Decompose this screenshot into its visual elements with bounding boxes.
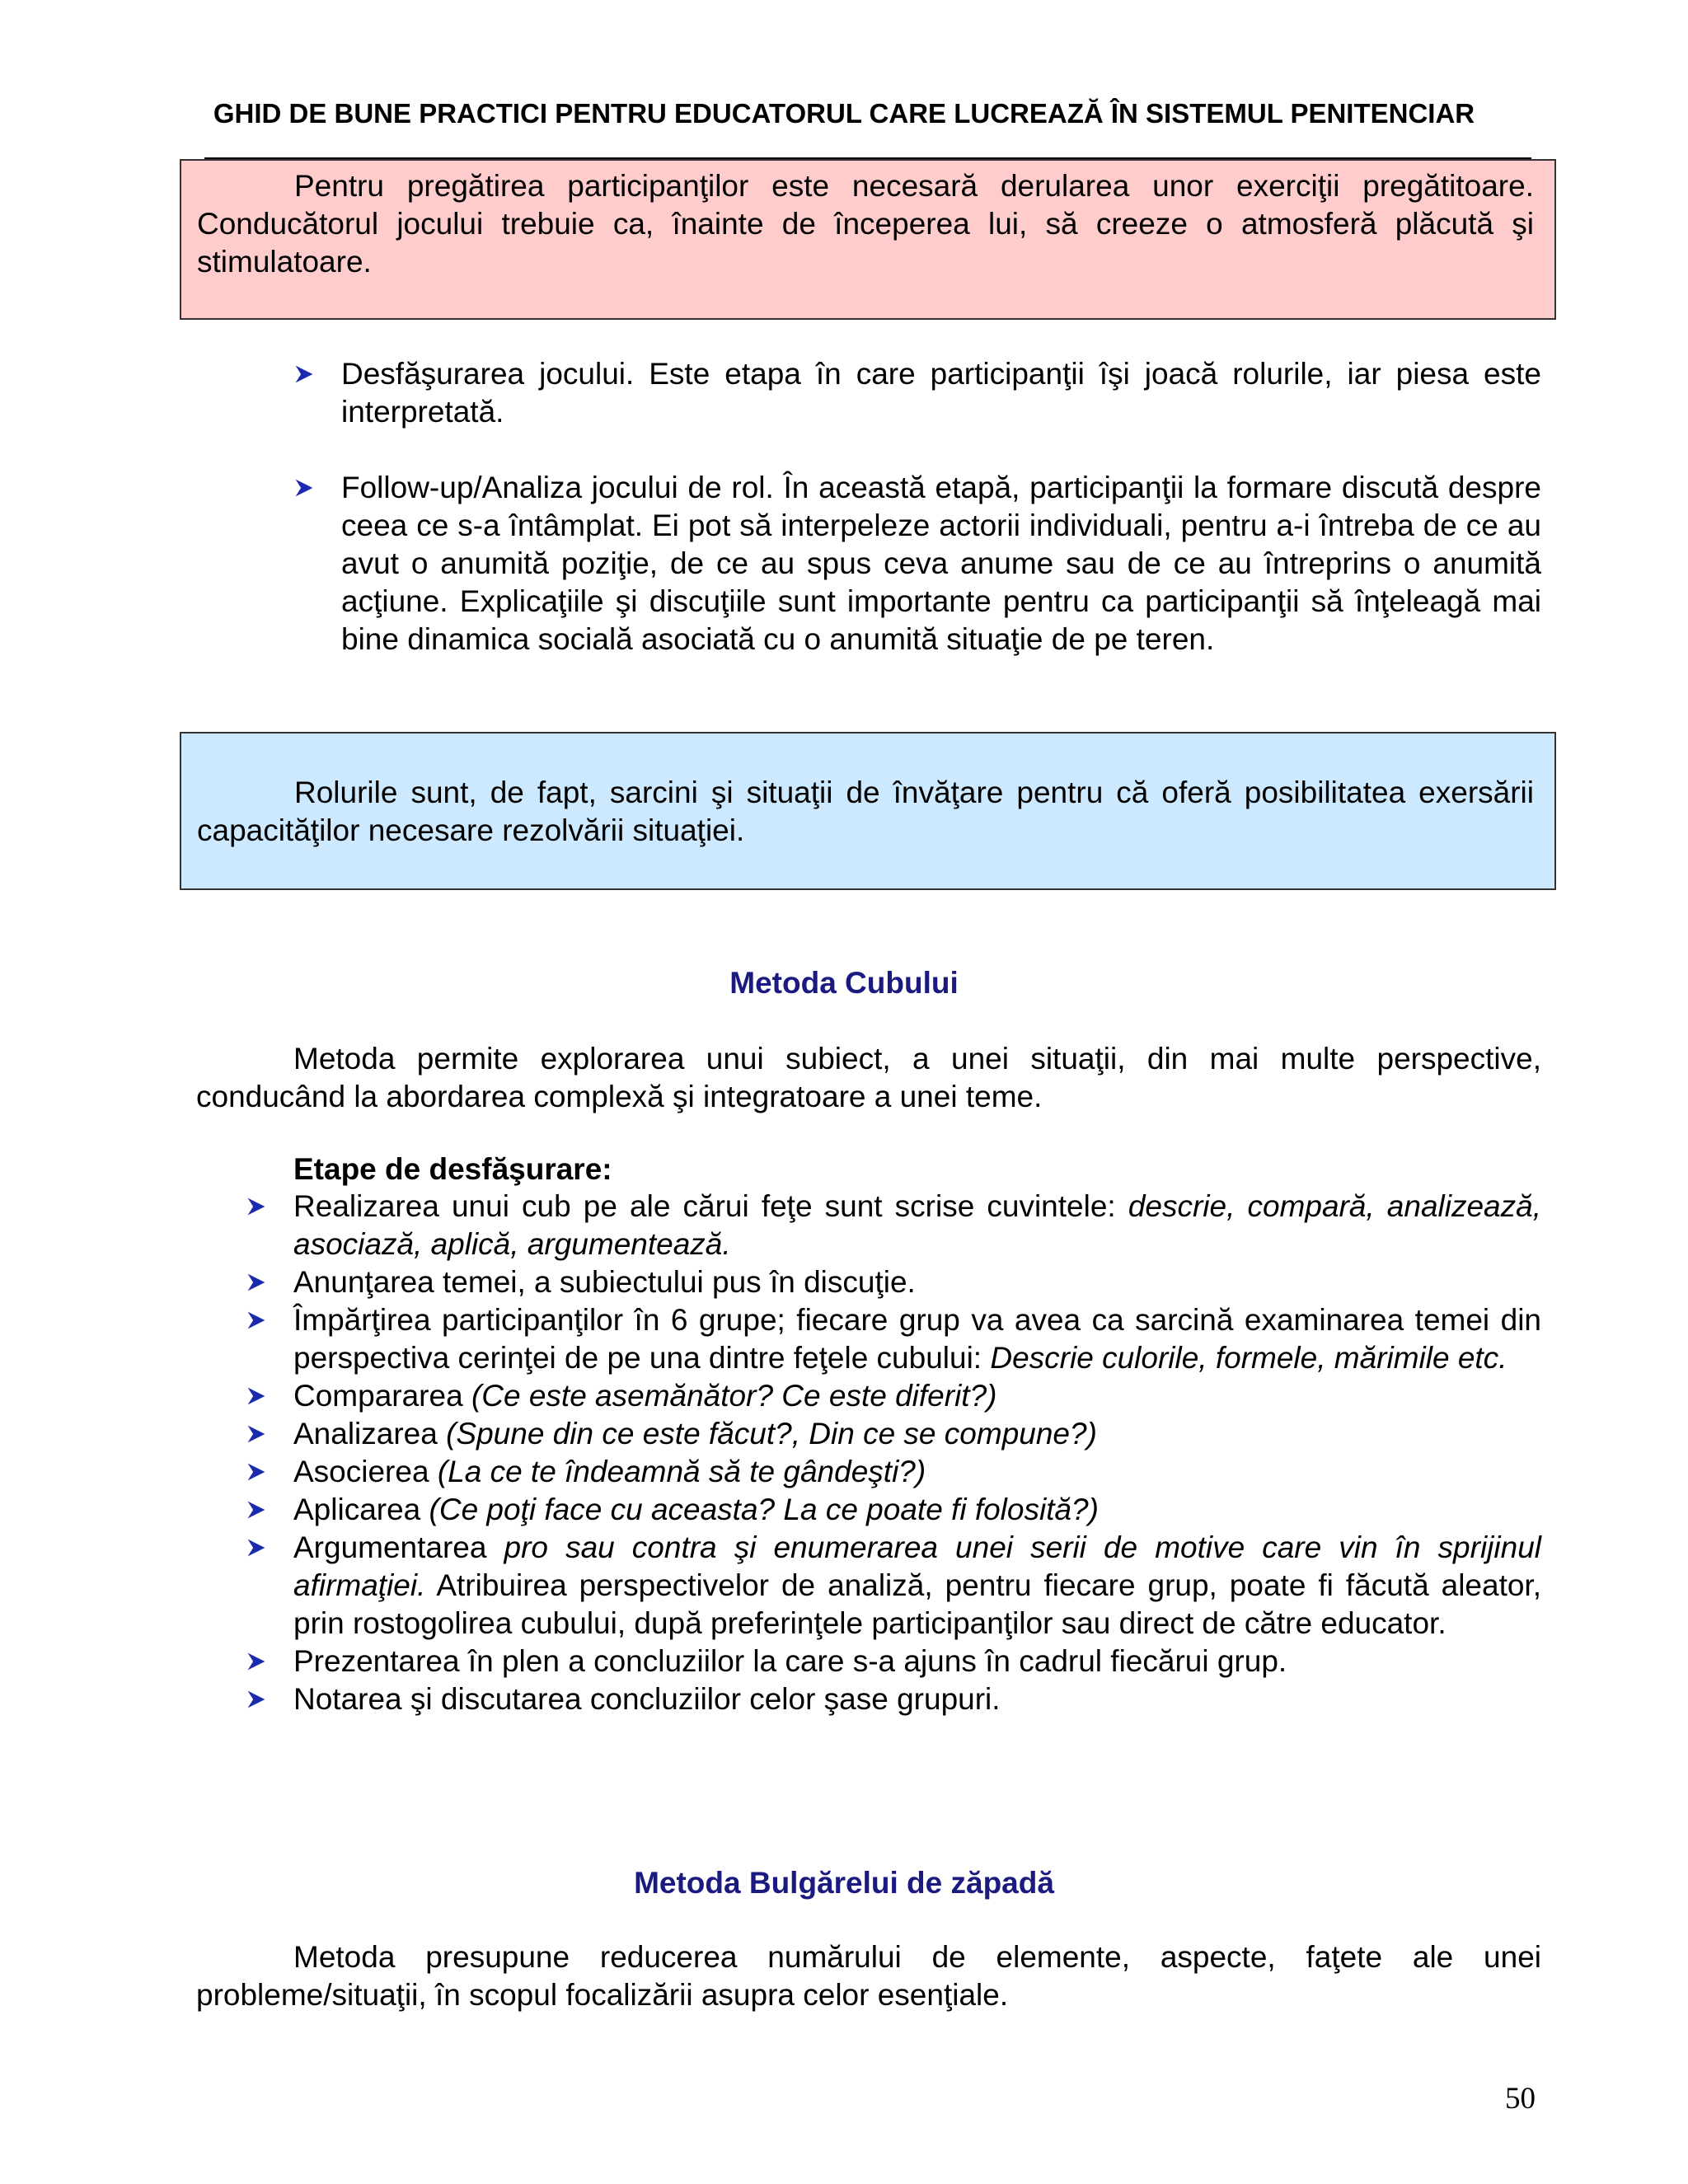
list-item: Compararea (Ce este asemănător? Ce este diferit?)	[293, 1377, 1541, 1415]
page-number: 50	[1505, 2082, 1536, 2116]
arrow-bullet-icon	[246, 1651, 267, 1672]
roleplay-stage-list	[341, 355, 1541, 696]
arrow-bullet-icon	[246, 1423, 267, 1445]
arrow-bullet-icon	[246, 1385, 267, 1407]
section-heading-snowball: Metoda Bulgărelui de zăpadă	[634, 1866, 1054, 1900]
snowball-intro-paragraph: Metoda presupune reducerea numărului de elemente, aspecte, faţete ale unei probleme/situaţii, în scopul focalizării asupra celor esenţiale.	[196, 1940, 1541, 2012]
list-item	[341, 355, 1541, 431]
arrow-bullet-icon	[246, 1196, 267, 1217]
list-item-text: Desfăşurarea jocului. Este etapa în care participanţii îşi joacă rolurile, iar piesa este interpretată.	[341, 357, 1541, 429]
highlight-box-pink	[180, 159, 1556, 320]
arrow-bullet-icon	[246, 1689, 267, 1710]
section-heading-cube: Metoda Cubului	[729, 966, 959, 1000]
list-item: Asocierea (La ce te îndeamnă să te gândeşti?)	[293, 1453, 1541, 1491]
arrow-bullet-icon	[246, 1272, 267, 1293]
list-item: Prezentarea în plen a concluziilor la care s-a ajuns în cadrul fiecărui grup.	[293, 1643, 1541, 1680]
list-item: Argumentarea pro sau contra şi enumerarea unei serii de motive care vin în sprijinul afirmaţiei. Atribuirea perspectivelor de analiză, pentru fiecare grup, poate fi făcută aleator, prin rostogolirea cubului, după preferinţele participanţilor sau direct de către educator.	[293, 1529, 1541, 1643]
arrow-bullet-icon	[246, 1537, 267, 1558]
arrow-bullet-icon	[246, 1499, 267, 1521]
pink-box-text: Pentru pregătirea participanţilor este necesară derularea unor exerciţii pregătitoare. Conducătorul jocului trebuie ca, înainte de începerea lui, să creeze o atmosferă plăcută şi stimulatoare.	[197, 169, 1534, 279]
arrow-bullet-icon	[246, 1461, 267, 1483]
arrow-bullet-icon	[293, 477, 315, 499]
list-item: Aplicarea (Ce poţi face cu aceasta? La ce poate fi folosită?)	[293, 1491, 1541, 1529]
list-item: Notarea şi discutarea concluziilor celor şase grupuri.	[293, 1680, 1541, 1718]
list-item: Împărţirea participanţilor în 6 grupe; fiecare grup va avea ca sarcină examinarea temei din perspectiva cerinţei de pe una dintre feţele cubului: Descrie culorile, formele, mărimile etc.	[293, 1301, 1541, 1377]
steps-title: Etape de desfăşurare:	[293, 1152, 612, 1186]
list-item: Analizarea (Spune din ce este făcut?, Din ce se compune?)	[293, 1415, 1541, 1453]
list-item: Realizarea unui cub pe ale cărui feţe sunt scrise cuvintele: descrie, compară, analizează, asociază, aplică, argumentează.	[293, 1188, 1541, 1263]
blue-box-text: Rolurile sunt, de fapt, sarcini şi situaţii de învăţare pentru că oferă posibilitatea exersării capacităţilor necesare rezolvării situaţiei.	[197, 776, 1534, 847]
list-item	[341, 469, 1541, 658]
cube-intro-paragraph: Metoda permite explorarea unui subiect, a unei situaţii, din mai multe perspective, conducând la abordarea complexă şi integratoare a unei teme.	[196, 1042, 1541, 1113]
arrow-bullet-icon	[293, 363, 315, 385]
list-item: Anunţarea temei, a subiectului pus în discuţie.	[293, 1263, 1541, 1301]
page-header: GHID DE BUNE PRACTICI PENTRU EDUCATORUL CARE LUCREAZĂ ÎN SISTEMUL PENITENCIAR	[213, 98, 1475, 129]
arrow-bullet-icon	[246, 1310, 267, 1331]
list-item-text: Follow-up/Analiza jocului de rol. În această etapă, participanţii la formare discută despre ceea ce s-a întâmplat. Ei pot să interpeleze actorii individuali, pentru a-i întreba de ce au avut o anumită poziţie, de ce au spus ceva anume sau de ce au întreprins o anumită acţiune. Explicaţiile şi discuţiile sunt importante pentru ca participanţii să înţeleagă mai bine dinamica socială asociată cu o anumită situaţie de pe teren.	[341, 471, 1541, 656]
highlight-box-blue	[180, 732, 1556, 890]
cube-steps-list	[293, 1188, 1541, 1718]
